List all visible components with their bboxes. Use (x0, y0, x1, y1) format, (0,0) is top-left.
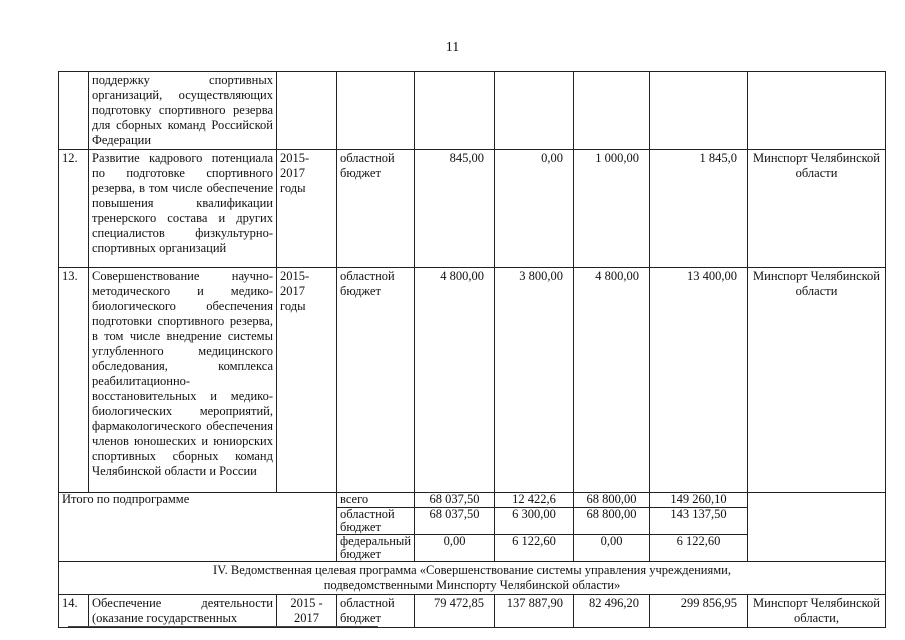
table-row-14 (59, 595, 886, 628)
cell-2015: 845,00 (415, 150, 495, 268)
cell-num: 12. (59, 150, 89, 268)
cell-2015: 0,00 (415, 535, 495, 562)
cell-2017: 0,00 (574, 535, 650, 562)
page-number: 11 (445, 40, 460, 55)
cell-total: 13 400,00 (650, 268, 748, 493)
program-table (58, 71, 886, 628)
cell-2017: 4 800,00 (574, 268, 650, 493)
cell-period: 2015-2017 годы (277, 268, 337, 493)
cell-description: Развитие кадрового потенциала по подготовке спортивного резерва, в том числе обеспечение повышения квалификации тренерского состава и других специалистов физкультурно-спортивных организаций (89, 150, 277, 268)
table-row-continuation (59, 72, 886, 150)
section-title: IV. Ведомственная целевая программа «Совершенствование системы управления учреждениями, подведомственными Минспорту Челябинской области» (59, 562, 886, 595)
cell-num: 13. (59, 268, 89, 493)
cell-source (337, 72, 415, 150)
subtotal-row-all (59, 493, 886, 508)
cell-num: 14. (59, 595, 89, 628)
cell-source: всего (337, 493, 415, 508)
cell-2015: 68 037,50 (415, 493, 495, 508)
cell-2017: 82 496,20 (574, 595, 650, 628)
cell-2016: 137 887,90 (495, 595, 574, 628)
cell-2017 (574, 72, 650, 150)
cell-2017: 68 800,00 (574, 508, 650, 535)
cell-source: областной бюджет (337, 268, 415, 493)
cell-total: 143 137,50 (650, 508, 748, 535)
cell-description: Совершенствование научно-методического и медико-биологического обеспечения подготовки спортивного резерва, в том числе внедрение системы углубленного медицинского обследования, комплекса реабилитационно-восстановительных и медико-биологических мероприятий, фармакологического обеспечения членов юношеских и юниорских спортивных сборных команд Челябинской области и России (89, 268, 277, 493)
cell-period: 2015 - 2017 (277, 595, 337, 628)
cell-2016: 6 300,00 (495, 508, 574, 535)
cell-2015 (415, 72, 495, 150)
cell-executor: Минспорт Челябинской области, (748, 595, 886, 628)
cell-source: областной бюджет (337, 508, 415, 535)
cell-period: 2015-2017 годы (277, 150, 337, 268)
cell-2017: 1 000,00 (574, 150, 650, 268)
cell-2017: 68 800,00 (574, 493, 650, 508)
cell-2016: 6 122,60 (495, 535, 574, 562)
cell-executor (748, 493, 886, 562)
cell-total: 6 122,60 (650, 535, 748, 562)
section-header-row (59, 562, 886, 595)
footer-divider (68, 626, 378, 627)
cell-total: 1 845,0 (650, 150, 748, 268)
subtotal-label: Итого по подпрограмме (59, 493, 337, 562)
cell-period (277, 72, 337, 150)
cell-2015: 4 800,00 (415, 268, 495, 493)
cell-executor (748, 72, 886, 150)
cell-2016: 3 800,00 (495, 268, 574, 493)
cell-description: Обеспечение деятельности (оказание государственных (89, 595, 277, 628)
cell-total: 149 260,10 (650, 493, 748, 508)
cell-2015: 68 037,50 (415, 508, 495, 535)
cell-description: поддержку спортивных организаций, осуществляющих подготовку спортивного резерва для сборных команд Российской Федерации (89, 72, 277, 150)
cell-2016: 12 422,6 (495, 493, 574, 508)
cell-2016 (495, 72, 574, 150)
cell-source: областной бюджет (337, 595, 415, 628)
cell-executor: Минспорт Челябинской области (748, 268, 886, 493)
table-row-13 (59, 268, 886, 493)
cell-source: областной бюджет (337, 150, 415, 268)
cell-source: федеральный бюджет (337, 535, 415, 562)
cell-total: 299 856,95 (650, 595, 748, 628)
cell-num (59, 72, 89, 150)
table-row-12 (59, 150, 886, 268)
cell-2015: 79 472,85 (415, 595, 495, 628)
cell-total (650, 72, 748, 150)
cell-executor: Минспорт Челябинской области (748, 150, 886, 268)
cell-2016: 0,00 (495, 150, 574, 268)
